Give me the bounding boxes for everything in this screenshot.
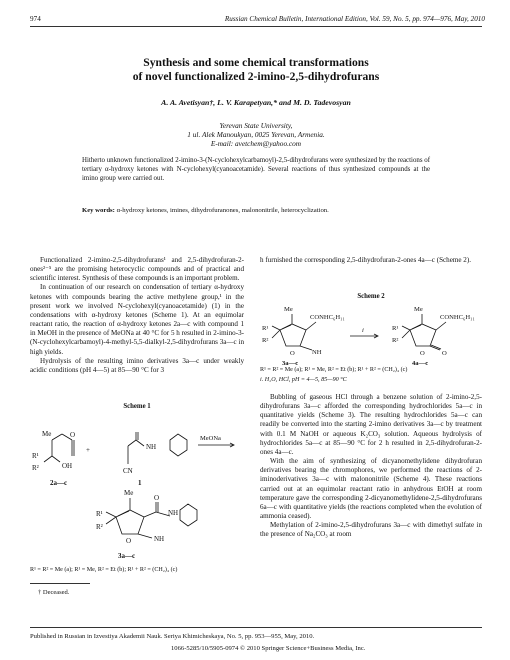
footnote-deceased: † Deceased. — [38, 589, 70, 596]
affiliation-line-1: Yerevan State University, — [219, 121, 293, 130]
scheme-2-o-ring-4: O — [420, 350, 425, 357]
footer-rule — [30, 627, 482, 628]
scheme-2-r2-3: R² — [262, 337, 269, 344]
scheme-2-label-4: 4a—c — [412, 360, 429, 367]
scheme-1-me-3: Me — [124, 489, 134, 497]
scheme-2-nh: NH — [312, 349, 322, 356]
paragraph: Methylation of 2-imino-2,5-dihydrofurans 3a—c with dimethyl sulfate in the presence of Na₂CO₃ at room — [260, 521, 482, 539]
scheme-1-nh-amide: NH — [168, 509, 179, 517]
footnote-rule — [30, 583, 90, 584]
scheme-1-caption: Scheme 1 — [123, 403, 151, 410]
scheme-2-r1-4: R¹ — [392, 325, 399, 332]
scheme-2-arrow-label: i — [362, 327, 364, 334]
paragraph: In continuation of our research on condensation of tertiary α-hydroxy ketones with compounds bearing the active methylene group,¹ in the present work we involved N-cyclohexyl(cyanoacetamide) (1) in the condensations with α-hydroxy ketones (Scheme 1). At an equimolar reactant ratio, the reaction of α-hydroxy ketones 2a—c with compound 1 in MeOH in the presence of MeONa at 40 °C for 5 h resulted in 2-imino-3-(N-cyclohexylcarbamoyl)-4-methyl-5,5-dialkyl-2,5-dihydrofurans 3a—c in high yields. — [30, 283, 244, 356]
scheme-2-caption: Scheme 2 — [357, 293, 385, 300]
keywords — [82, 206, 430, 215]
paragraph: Functionalized 2-imino-2,5-dihydrofurans¹ and 2,5-dihydrofuran-2-ones²⁻⁵ are the promising heterocyclic compounds and of practical and scientific interest. Synthesis of these compounds is an important problem. — [30, 256, 244, 283]
scheme-1-r2: R² — [32, 464, 39, 472]
scheme-1-label-2: 2a—c — [50, 479, 68, 487]
scheme-1-note: R¹ = R² = Me (a); R¹ = Me, R² = Et (b); R¹ + R² = (CH₂)₄ (c) — [30, 567, 178, 573]
scheme-2-o-3: O — [290, 350, 295, 357]
scheme-2-r1-3: R¹ — [262, 325, 269, 332]
abstract: Hitherto unknown functionalized 2-imino-3-(N-cyclohexylcarbamoyl)-2,5-dihydrofurans were synthesized by the reactions of tertiary α-hydroxy ketones with N-cyclohexyl(cyanoacetamide). Several reactions of thus synthesized compounds at the imino group were carried out. — [82, 157, 430, 183]
article-title — [30, 56, 482, 84]
scheme-2-conh-3: CONHC₆H₁₁ — [310, 314, 345, 321]
scheme-2-label-3: 3a—c — [282, 360, 299, 367]
scheme-1-r1: R¹ — [32, 452, 39, 460]
scheme-1-r1-3: R¹ — [96, 510, 103, 518]
right-column — [260, 393, 482, 540]
title-line-1: Synthesis and some chemical transformations — [143, 56, 369, 69]
scheme-1-diagram — [30, 412, 250, 567]
scheme-2-diagram — [260, 302, 482, 367]
right-column-top: h furnished the corresponding 2,5-dihydrofuran-2-ones 4a—c (Scheme 2). — [260, 256, 471, 264]
affiliation — [30, 121, 482, 149]
plus-sign: + — [86, 446, 90, 454]
header-rule — [30, 26, 482, 27]
affiliation-email: E-mail: avetchem@yahoo.com — [210, 139, 302, 149]
scheme-2-o-carbonyl-4: O — [442, 350, 447, 357]
paragraph: Bubbling of gaseous HCl through a benzene solution of 2-imino-2,5-dihydrofurans 3a—c afforded the corresponding hydrochlorides 5a—c in quantitative yields (Scheme 3). The resulting hydrochlorides 5a—c can readily be converted into the starting 2-imino derivatives 3a—c by treatment with 0.1 M NaOH or aqueous K₂CO₃ solution. Aqueous hydrolysis of hydrochlorides 5a—c at 85—90 °C for 2 h resulted in 2,5-dihydrofuran-2-ones 4a—c. — [260, 393, 482, 456]
title-line-2: of novel functionalized 2-imino-2,5-dihydrofurans — [132, 70, 380, 83]
paragraph: With the aim of synthesizing of dicyanomethylidene dihydrofuran derivatives bearing the chromophores, we performed the reactions of 2-iminoderivatives 3a—c with malononitrile (Scheme 4). These reactions carried out at an equimolar reactant ratio in anhydrous EtOH at room temperature gave the corresponding 2-dicyanomethylidene-2,5-dihydrofurans 6a—c with quantitative yields (the reactions completed when the evolution of ammonia ceased). — [260, 457, 482, 521]
scheme-1-cn: CN — [123, 467, 133, 475]
affiliation-line-2: 1 ul. Alek Manoukyan, 0025 Yerevan, Armenia. — [187, 130, 325, 140]
paragraph: Hydrolysis of the resulting imino derivatives 3a—c under weakly acidic conditions (pH 4—5) at 85—90 °C for 3 — [30, 356, 244, 374]
page-number: 974 — [30, 15, 41, 23]
scheme-2-me-3: Me — [284, 306, 293, 313]
scheme-1-r2-3: R² — [96, 523, 103, 531]
scheme-1-o-ring: O — [126, 537, 132, 545]
scheme-1-nh-3: NH — [154, 535, 165, 543]
scheme-1-o: O — [70, 431, 76, 439]
left-column — [30, 256, 244, 375]
scheme-1-reagent: MeONa — [200, 435, 221, 442]
scheme-2-conditions: i. H₂O, HCl, pH = 4—5, 85—90 °C — [260, 377, 347, 383]
scheme-2-r2-4: R² — [392, 337, 399, 344]
footer-publication-note: Published in Russian in Izvestiya Akademii Nauk. Seriya Khimicheskaya, No. 5, pp. 953—955, May, 2010. — [30, 633, 315, 640]
scheme-1-nh: NH — [146, 443, 157, 451]
scheme-1-o-3: O — [154, 494, 160, 502]
scheme-1-label-1: 1 — [138, 479, 142, 487]
scheme-2-note: R¹ = R² = Me (a); R¹ = Me, R² = Et (b); R¹ + R² = (CH₂)₄ (c) — [260, 367, 408, 373]
scheme-1-label-3: 3a—c — [118, 552, 136, 560]
footer-copyright: 1066-5285/10/5905-0974 © 2010 Springer Science+Business Media, Inc. — [171, 645, 366, 652]
scheme-2-conh-4: CONHC₆H₁₁ — [440, 314, 475, 321]
keywords-label: Key words: — [82, 207, 115, 214]
authors: A. A. Avetisyan†, L. V. Karapetyan,* and M. D. Tadevosyan — [161, 98, 351, 107]
scheme-1-oh: OH — [62, 462, 73, 470]
keywords-text: α-hydroxy ketones, imines, dihydrofuranones, malononitrile, heterocyclization. — [116, 207, 329, 214]
scheme-2-me-4: Me — [414, 306, 423, 313]
scheme-1-me: Me — [42, 430, 52, 438]
journal-citation: Russian Chemical Bulletin, International Edition, Vol. 59, No. 5, pp. 974—976, May, 2010 — [224, 15, 485, 23]
